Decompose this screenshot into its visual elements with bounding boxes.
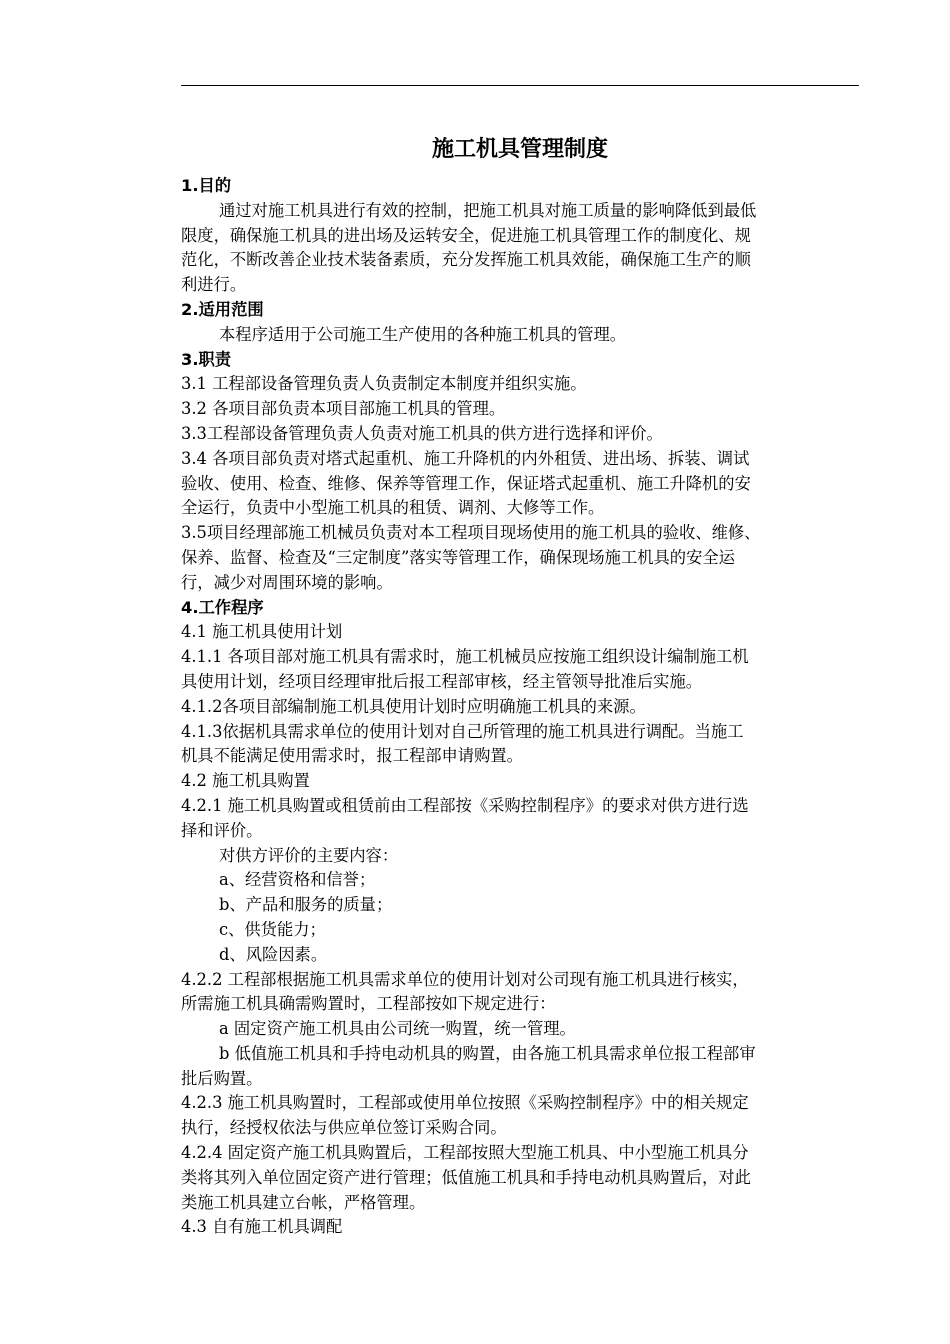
paragraph-line: a、经营资格和信誉； [219, 870, 376, 890]
paragraph-line: b、产品和服务的质量； [219, 895, 393, 915]
document-body [181, 174, 871, 1240]
paragraph-line: 机具不能满足使用需求时，报工程部申请购置。 [181, 746, 523, 766]
paragraph-line: 利进行。 [181, 275, 247, 295]
paragraph-line: 择和评价。 [181, 820, 263, 840]
paragraph-line: a 固定资产施工机具由公司统一购置，统一管理。 [219, 1019, 576, 1039]
paragraph-line: 3.4 各项目部负责对塔式起重机、施工升降机的内外租赁、进出场、拆装、调试 [181, 448, 750, 468]
document-title: 施工机具管理制度 [431, 137, 608, 162]
paragraph-line: 验收、使用、检查、维修、保养等管理工作，保证塔式起重机、施工升降机的安 [181, 473, 751, 493]
paragraph-line: 类施工机具建立台帐，严格管理。 [181, 1192, 426, 1212]
paragraph-line: 执行，经授权依法与供应单位签订采购合同。 [181, 1118, 507, 1138]
paragraph-line: 3.1 工程部设备管理负责人负责制定本制度并组织实施。 [181, 374, 587, 394]
paragraph-line: 本程序适用于公司施工生产使用的各种施工机具的管理。 [219, 324, 627, 344]
paragraph-line: 具使用计划，经项目经理审批后报工程部审核，经主管领导批准后实施。 [181, 671, 703, 691]
paragraph-line: 限度，确保施工机具的进出场及运转安全，促进施工机具管理工作的制度化、规 [181, 225, 751, 245]
paragraph-line: 4.2.2 工程部根据施工机具需求单位的使用计划对公司现有施工机具进行核实， [181, 969, 749, 989]
paragraph-line: d、风险因素。 [219, 944, 328, 964]
paragraph-line: 行，减少对周围环境的影响。 [181, 572, 393, 592]
paragraph-line: 3.5项目经理部施工机械员负责对本工程项目现场使用的施工机具的验收、维修、 [181, 523, 761, 543]
paragraph-line: 3.3工程部设备管理负责人负责对施工机具的供方进行选择和评价。 [181, 423, 663, 443]
paragraph-line: 4.2.3 施工机具购置时，工程部或使用单位按照《采购控制程序》中的相关规定 [181, 1093, 749, 1113]
paragraph-line: 类将其列入单位固定资产进行管理；低值施工机具和手持电动机具购置后，对此 [181, 1167, 751, 1187]
paragraph-line: b 低值施工机具和手持电动机具的购置，由各施工机具需求单位报工程部审 [219, 1043, 756, 1063]
paragraph-line: 4.1 施工机具使用计划 [181, 622, 343, 642]
paragraph-line: 4.2.4 固定资产施工机具购置后，工程部按照大型施工机具、中小型施工机具分 [181, 1143, 749, 1163]
paragraph-line: 4.1.1 各项目部对施工机具有需求时，施工机械员应按施工组织设计编制施工机 [181, 647, 749, 667]
paragraph-line: c、供货能力； [219, 919, 326, 939]
section-heading: 2.适用范围 [181, 299, 264, 319]
paragraph-line: 通过对施工机具进行有效的控制，把施工机具对施工质量的影响降低到最低 [219, 200, 757, 220]
section-heading: 4.工作程序 [181, 597, 264, 617]
paragraph-line: 3.2 各项目部负责本项目部施工机具的管理。 [181, 399, 506, 419]
section-heading: 1.目的 [181, 176, 232, 195]
paragraph-line: 批后购置。 [181, 1068, 263, 1088]
paragraph-line: 全运行，负责中小型施工机具的租赁、调剂、大修等工作。 [181, 498, 605, 518]
paragraph-line: 4.2.1 施工机具购置或租赁前由工程部按《采购控制程序》的要求对供方进行选 [181, 795, 749, 815]
paragraph-line: 对供方评价的主要内容： [219, 845, 399, 865]
paragraph-line: 范化，不断改善企业技术装备素质，充分发挥施工机具效能，确保施工生产的顺 [181, 250, 751, 270]
paragraph-line: 保养、监督、检查及“三定制度”落实等管理工作，确保现场施工机具的安全运 [181, 547, 735, 567]
paragraph-line: 4.2 施工机具购置 [181, 771, 310, 791]
paragraph-line: 4.1.2各项目部编制施工机具使用计划时应明确施工机具的来源。 [181, 696, 646, 716]
paragraph-line: 所需施工机具确需购置时，工程部按如下规定进行： [181, 994, 556, 1014]
paragraph-line: 4.3 自有施工机具调配 [181, 1217, 343, 1237]
header-rule [181, 85, 859, 86]
section-heading: 3.职责 [181, 349, 232, 369]
paragraph-line: 4.1.3依据机具需求单位的使用计划对自己所管理的施工机具进行调配。当施工 [181, 721, 744, 741]
